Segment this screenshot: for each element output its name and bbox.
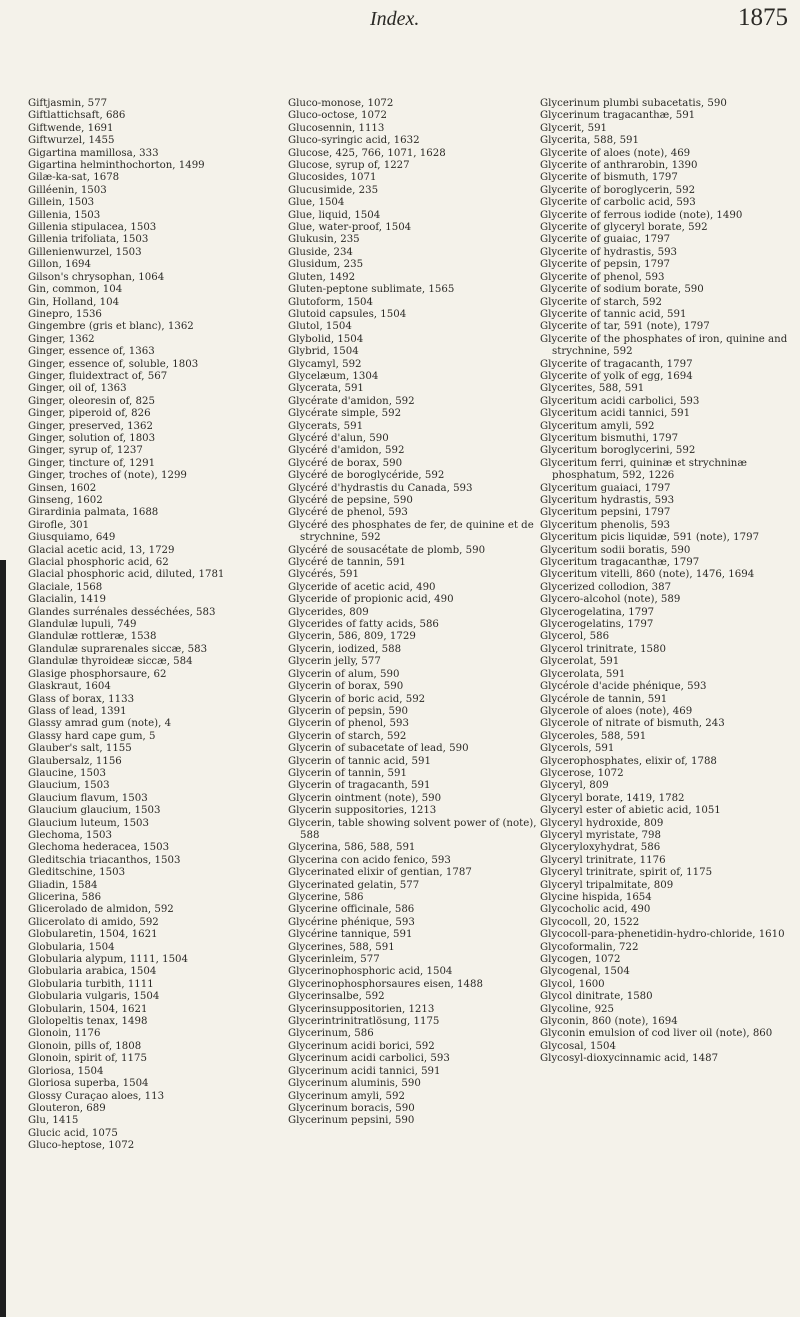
index-entry: Glicerolado de almidon, 592 bbox=[28, 904, 174, 916]
index-entry: Glycerite of glyceryl borate, 592 bbox=[540, 222, 708, 234]
index-entry: Glycerogelatins, 1797 bbox=[540, 619, 654, 631]
index-entry: Glucose, 425, 766, 1071, 1628 bbox=[288, 147, 446, 159]
index-entry: Glacial phosphoric acid, diluted, 1781 bbox=[28, 569, 225, 581]
index-entry: Glandulæ lupuli, 749 bbox=[28, 619, 137, 631]
index-entry: Glyceritum acidi tannici, 591 bbox=[540, 408, 691, 420]
index-entry: Glycerogelatina, 1797 bbox=[540, 606, 655, 618]
index-entry: Glycero-alcohol (note), 589 bbox=[540, 594, 681, 606]
index-column-3 bbox=[540, 98, 798, 1066]
index-entry: Glycerite of starch, 592 bbox=[540, 296, 662, 308]
index-entry: Ginger, piperoid of, 826 bbox=[28, 408, 151, 420]
index-entry: Ginger, syrup of, 1237 bbox=[28, 445, 143, 457]
index-entry: Glaciale, 1568 bbox=[28, 581, 103, 593]
index-entry: Glucusimide, 235 bbox=[288, 184, 379, 196]
index-entry: Glycerite of ferrous iodide (note), 1490 bbox=[540, 209, 743, 221]
index-entry: Globularia vulgaris, 1504 bbox=[28, 991, 160, 1003]
index-entry: Ginger, oleoresin of, 825 bbox=[28, 395, 155, 407]
index-entry: Gingembre (gris et blanc), 1362 bbox=[28, 321, 194, 333]
index-entry: Glutoform, 1504 bbox=[288, 296, 374, 308]
index-entry: Glucose, syrup of, 1227 bbox=[288, 160, 410, 172]
index-entry: Glycéré d'alun, 590 bbox=[288, 432, 389, 444]
index-entry: Giusquiamo, 649 bbox=[28, 532, 116, 544]
index-entry: Glycerite of boroglycerin, 592 bbox=[540, 184, 696, 196]
index-entry: Glu, 1415 bbox=[28, 1115, 79, 1127]
index-entry: Gloriosa, 1504 bbox=[28, 1065, 104, 1077]
index-entry: Glaucium flavum, 1503 bbox=[28, 792, 148, 804]
index-entry: Glycosyl-dioxycinnamic acid, 1487 bbox=[540, 1053, 719, 1065]
index-entry: Glyceritum pepsini, 1797 bbox=[540, 507, 671, 519]
index-entry: Glycerol trinitrate, 1580 bbox=[540, 643, 666, 655]
index-entry: Gigartina helminthochorton, 1499 bbox=[28, 160, 205, 172]
index-entry: Glyceryl trinitrate, spirit of, 1175 bbox=[540, 867, 713, 879]
index-entry: Glycerite of phenol, 593 bbox=[540, 271, 665, 283]
index-entry: Glycérole de tannin, 591 bbox=[540, 693, 668, 705]
index-entry: Glycerinum acidi borici, 592 bbox=[288, 1040, 435, 1052]
index-entry: Glycerit, 591 bbox=[540, 122, 608, 134]
index-entry: Gluco-syringic acid, 1632 bbox=[288, 135, 420, 147]
index-entry: Ginger, solution of, 1803 bbox=[28, 432, 156, 444]
index-entry: Glycerinum tragacanthæ, 591 bbox=[540, 110, 696, 122]
index-entry: Glycerin of alum, 590 bbox=[288, 668, 400, 680]
index-entry: Glyceroles, 588, 591 bbox=[540, 730, 647, 742]
index-entry: Glycerides of fatty acids, 586 bbox=[288, 619, 439, 631]
index-entry: Glycerata, 591 bbox=[288, 383, 364, 395]
index-entry: Gleditschine, 1503 bbox=[28, 867, 126, 879]
index-entry: Gigartina mamillosa, 333 bbox=[28, 147, 159, 159]
index-entry: Glycérés, 591 bbox=[288, 569, 359, 581]
index-entry: Glycerized collodion, 387 bbox=[540, 581, 672, 593]
index-entry: Gillon, 1694 bbox=[28, 259, 92, 271]
index-entry: Glandulæ thyroideæ siccæ, 584 bbox=[28, 656, 193, 668]
index-entry: Glyceritum vitelli, 860 (note), 1476, 1694 bbox=[540, 569, 755, 581]
index-entry: Globularetin, 1504, 1621 bbox=[28, 929, 158, 941]
index-entry: Glycerolat, 591 bbox=[540, 656, 620, 668]
index-entry: Gloriosa superba, 1504 bbox=[28, 1078, 149, 1090]
index-entry: Glycerite of yolk of egg, 1694 bbox=[540, 370, 693, 382]
index-entry: Glucosides, 1071 bbox=[288, 172, 377, 184]
index-column-2 bbox=[288, 98, 538, 1128]
index-entry: Glonoin, spirit of, 1175 bbox=[28, 1053, 147, 1065]
index-entry: Glandulæ suprarenales siccæ, 583 bbox=[28, 643, 208, 655]
index-entry: Glycamyl, 592 bbox=[288, 358, 362, 370]
index-entry: Glyceryl myristate, 798 bbox=[540, 829, 661, 841]
index-entry: Glycerin of phenol, 593 bbox=[288, 718, 409, 730]
index-entry: Glyceryl borate, 1419, 1782 bbox=[540, 792, 685, 804]
index-entry: Glycerinum plumbi subacetatis, 590 bbox=[540, 98, 727, 109]
index-entry: Glass of lead, 1391 bbox=[28, 705, 127, 717]
index-entry: Glycerin of borax, 590 bbox=[288, 681, 404, 693]
index-entry: Gluco-monose, 1072 bbox=[288, 98, 394, 109]
index-entry: Glycerole of aloes (note), 469 bbox=[540, 705, 693, 717]
index-entry: Glicerolato di amido, 592 bbox=[28, 916, 159, 928]
index-entry: Glycerite of hydrastis, 593 bbox=[540, 246, 678, 258]
index-entry: Gillenienwurzel, 1503 bbox=[28, 246, 142, 258]
index-entry: Glycerinated gelatin, 577 bbox=[288, 879, 420, 891]
index-entry: Glauber's salt, 1155 bbox=[28, 743, 132, 755]
index-entry: Ginger, oil of, 1363 bbox=[28, 383, 127, 395]
index-entry: Glolopeltis tenax, 1498 bbox=[28, 1016, 148, 1028]
index-entry: Globularia alypum, 1111, 1504 bbox=[28, 954, 189, 966]
index-entry: Glycérine phénique, 593 bbox=[288, 916, 415, 928]
index-entry: Glicerina, 586 bbox=[28, 892, 102, 903]
index-entry: Gin, common, 104 bbox=[28, 284, 123, 296]
index-entry: Glycerina, 586, 588, 591 bbox=[288, 842, 416, 854]
index-entry: Gleditschia triacanthos, 1503 bbox=[28, 854, 181, 866]
index-entry: Glyceritum hydrastis, 593 bbox=[540, 495, 675, 506]
index-entry: Gliadin, 1584 bbox=[28, 879, 98, 891]
index-entry: Glassy amrad gum (note), 4 bbox=[28, 718, 172, 730]
index-entry: Gillein, 1503 bbox=[28, 197, 95, 209]
index-entry: Glycerine, 586 bbox=[288, 892, 364, 903]
index-entry: Glycerats, 591 bbox=[288, 420, 364, 432]
index-entry: Glycerines, 588, 591 bbox=[288, 941, 395, 953]
index-entry: Glycéré de tannin, 591 bbox=[288, 557, 406, 569]
index-entry: Glycerinum, 586 bbox=[288, 1028, 374, 1040]
index-entry: Glycosal, 1504 bbox=[540, 1040, 616, 1052]
index-entry: Glycerinleim, 577 bbox=[288, 954, 380, 966]
page-number: 1875 bbox=[738, 4, 788, 31]
index-entry: Gluten-peptone sublimate, 1565 bbox=[288, 284, 455, 296]
index-entry: Glycol, 1600 bbox=[540, 978, 605, 990]
index-entry: Globularia turbith, 1111 bbox=[28, 978, 154, 990]
index-entry: Glycol dinitrate, 1580 bbox=[540, 991, 653, 1003]
index-entry: Glycerite of aloes (note), 469 bbox=[540, 147, 691, 159]
index-entry: Glaucium luteum, 1503 bbox=[28, 817, 150, 829]
index-entry: Glycine hispida, 1654 bbox=[540, 892, 652, 903]
index-entry: Glyceride of acetic acid, 490 bbox=[288, 581, 436, 593]
index-entry: Glycerin of tannic acid, 591 bbox=[288, 755, 431, 767]
index-entry: Glycerite of the phosphates of iron, quinine and strychnine, 592 bbox=[540, 333, 788, 358]
index-entry: Glycerol, 586 bbox=[540, 631, 610, 643]
index-entry: Glycerinum acidi tannici, 591 bbox=[288, 1065, 441, 1077]
index-entry: Glycerinum boracis, 590 bbox=[288, 1102, 415, 1114]
index-entry: Glycerole of nitrate of bismuth, 243 bbox=[540, 718, 725, 730]
index-entry: Gluco-heptose, 1072 bbox=[28, 1140, 135, 1152]
index-entry: Glycerin of tragacanth, 591 bbox=[288, 780, 431, 792]
index-entry: Glyceride of propionic acid, 490 bbox=[288, 594, 454, 606]
index-entry: Glandes surrénales desséchées, 583 bbox=[28, 606, 216, 618]
index-entry: Glyceritum sodii boratis, 590 bbox=[540, 544, 691, 556]
index-entry: Glycerin of tannin, 591 bbox=[288, 767, 407, 779]
index-entry: Ginger, preserved, 1362 bbox=[28, 420, 153, 432]
index-entry: Glue, 1504 bbox=[288, 197, 345, 209]
index-entry: Glycerinophosphoric acid, 1504 bbox=[288, 966, 453, 978]
index-entry: Glycerite of tar, 591 (note), 1797 bbox=[540, 321, 710, 333]
index-entry: Glycoformalin, 722 bbox=[540, 941, 639, 953]
index-entry: Ginger, fluidextract of, 567 bbox=[28, 370, 168, 382]
index-entry: Glechoma hederacea, 1503 bbox=[28, 842, 170, 854]
index-entry: Glouteron, 689 bbox=[28, 1102, 106, 1114]
index-entry: Glycerinsalbe, 592 bbox=[288, 991, 385, 1003]
index-entry: Glycérole d'acide phénique, 593 bbox=[540, 681, 707, 693]
index-entry: Glycerintrinitratlösung, 1175 bbox=[288, 1016, 440, 1028]
index-entry: Glycerols, 591 bbox=[540, 743, 615, 755]
index-entry: Glycéré de sousacétate de plomb, 590 bbox=[288, 544, 486, 556]
index-entry: Glycerin jelly, 577 bbox=[288, 656, 381, 668]
index-entry: Glycocoll, 20, 1522 bbox=[540, 916, 640, 928]
index-entry: Glycerita, 588, 591 bbox=[540, 135, 640, 147]
index-entry: Glycerin, table showing solvent power of (note), 588 bbox=[288, 817, 537, 841]
index-entry: Ginseng, 1602 bbox=[28, 495, 103, 506]
index-entry: Glycéré de boroglycéride, 592 bbox=[288, 470, 445, 482]
index-entry: Glycerinum pepsini, 590 bbox=[288, 1115, 415, 1127]
index-entry: Glycerin of pepsin, 590 bbox=[288, 705, 408, 717]
index-entry: Glycerite of tragacanth, 1797 bbox=[540, 358, 693, 370]
index-entry: Glycerite of bismuth, 1797 bbox=[540, 172, 678, 184]
index-entry: Giftjasmin, 577 bbox=[28, 98, 108, 109]
index-entry: Glycoline, 925 bbox=[540, 1003, 615, 1015]
index-entry: Glycogen, 1072 bbox=[540, 954, 621, 966]
page-header-title: Index. bbox=[370, 8, 420, 30]
index-entry: Glycerides, 809 bbox=[288, 606, 369, 618]
index-entry: Glyceryl, 809 bbox=[540, 780, 609, 792]
index-entry: Girardinia palmata, 1688 bbox=[28, 507, 159, 519]
index-entry: Glycerinated elixir of gentian, 1787 bbox=[288, 867, 472, 879]
index-entry: Glycéré d'hydrastis du Canada, 593 bbox=[288, 482, 473, 494]
index-entry: Glyceritum phenolis, 593 bbox=[540, 519, 671, 531]
index-entry: Glycerinum aluminis, 590 bbox=[288, 1078, 421, 1090]
index-column-1 bbox=[28, 98, 273, 1153]
index-entry: Glycerin of subacetate of lead, 590 bbox=[288, 743, 469, 755]
index-entry: Globularia, 1504 bbox=[28, 941, 115, 953]
index-entry: Glycerite of anthrarobin, 1390 bbox=[540, 160, 698, 172]
index-entry: Glonoin, 1176 bbox=[28, 1028, 101, 1040]
index-entry: Globularin, 1504, 1621 bbox=[28, 1003, 148, 1015]
index-entry: Glutol, 1504 bbox=[288, 321, 352, 333]
index-entry: Glassy hard cape gum, 5 bbox=[28, 730, 156, 742]
index-entry: Ginger, 1362 bbox=[28, 333, 95, 345]
index-entry: Glass of borax, 1133 bbox=[28, 693, 135, 705]
index-entry: Glycerite of sodium borate, 590 bbox=[540, 284, 704, 296]
index-entry: Glycerin suppositories, 1213 bbox=[288, 805, 437, 817]
index-entry: Glycerite of tannic acid, 591 bbox=[540, 308, 687, 320]
index-entry: Glyceritum ferri, quininæ et strychninæ phosphatum, 592, 1226 bbox=[540, 457, 747, 482]
index-entry: Glycerite of pepsin, 1797 bbox=[540, 259, 671, 271]
index-entry: Glyceritum boroglycerini, 592 bbox=[540, 445, 696, 457]
index-entry: Glonoin, pills of, 1808 bbox=[28, 1040, 142, 1052]
index-entry: Glaucine, 1503 bbox=[28, 767, 106, 779]
index-entry: Glycerose, 1072 bbox=[540, 767, 624, 779]
index-entry: Glyconin emulsion of cod liver oil (note), 860 bbox=[540, 1028, 773, 1040]
index-entry: Glaubersalz, 1156 bbox=[28, 755, 122, 767]
index-entry: Glycerin ointment (note), 590 bbox=[288, 792, 442, 804]
index-entry: Glyceryl trinitrate, 1176 bbox=[540, 854, 666, 866]
index-entry: Ginger, troches of (note), 1299 bbox=[28, 470, 187, 482]
index-entry: Gilson's chrysophan, 1064 bbox=[28, 271, 165, 283]
index-entry: Glusidum, 235 bbox=[288, 259, 364, 271]
index-entry: Glycérate simple, 592 bbox=[288, 408, 402, 420]
index-entry: Glukusin, 235 bbox=[288, 234, 360, 246]
index-entry: Gluside, 234 bbox=[288, 246, 353, 258]
margin-bar bbox=[0, 560, 6, 1317]
index-entry: Glycéré de pepsine, 590 bbox=[288, 495, 413, 506]
index-entry: Glossy Curaçao aloes, 113 bbox=[28, 1090, 165, 1102]
index-entry: Giftwurzel, 1455 bbox=[28, 135, 115, 147]
index-entry: Glasige phosphorsaure, 62 bbox=[28, 668, 167, 680]
index-entry: Glycéré de phenol, 593 bbox=[288, 507, 408, 519]
index-entry: Gluten, 1492 bbox=[288, 271, 356, 283]
index-entry: Glycerin of starch, 592 bbox=[288, 730, 407, 742]
index-entry: Glyceryl tripalmitate, 809 bbox=[540, 879, 674, 891]
index-entry: Giftwende, 1691 bbox=[28, 122, 114, 134]
index-entry: Glycerin, 586, 809, 1729 bbox=[288, 631, 416, 643]
index-entry: Glue, liquid, 1504 bbox=[288, 209, 381, 221]
index-entry: Glaucium glaucium, 1503 bbox=[28, 805, 161, 817]
index-entry: Glycerinophosphorsaures eisen, 1488 bbox=[288, 978, 483, 990]
index-entry: Glycerolata, 591 bbox=[540, 668, 626, 680]
index-entry: Glyceritum picis liquidæ, 591 (note), 1797 bbox=[540, 532, 760, 544]
index-entry: Glyceritum guaiaci, 1797 bbox=[540, 482, 671, 494]
index-entry: Globularia arabica, 1504 bbox=[28, 966, 157, 978]
index-entry: Gillenia, 1503 bbox=[28, 209, 101, 221]
index-entry: Glandulæ rottleræ, 1538 bbox=[28, 631, 157, 643]
index-entry: Glycerite of guaiac, 1797 bbox=[540, 234, 671, 246]
index-entry: Girofle, 301 bbox=[28, 519, 90, 531]
index-entry: Glybrid, 1504 bbox=[288, 346, 359, 358]
index-entry: Glycérate d'amidon, 592 bbox=[288, 395, 415, 407]
index-entry: Glycerinum amyli, 592 bbox=[288, 1090, 405, 1102]
index-entry: Glue, water-proof, 1504 bbox=[288, 222, 412, 234]
index-entry: Gillenia stipulacea, 1503 bbox=[28, 222, 157, 234]
index-entry: Glucosennin, 1113 bbox=[288, 122, 385, 134]
index-entry: Glycerophosphates, elixir of, 1788 bbox=[540, 755, 717, 767]
index-entry: Glacialin, 1419 bbox=[28, 594, 106, 606]
index-entry: Glyconin, 860 (note), 1694 bbox=[540, 1016, 678, 1028]
index-entry: Glycéré de borax, 590 bbox=[288, 457, 403, 469]
index-entry: Ginger, tincture of, 1291 bbox=[28, 457, 156, 469]
index-entry: Glyceryl hydroxide, 809 bbox=[540, 817, 664, 829]
index-entry: Glycéré des phosphates de fer, de quinine et de strychnine, 592 bbox=[288, 519, 534, 544]
index-entry: Glycocoll-para-phenetidin-hydro-chloride, 1610 bbox=[540, 929, 785, 941]
index-entry: Glycérine tannique, 591 bbox=[288, 929, 413, 941]
index-entry: Gilæ-ka-sat, 1678 bbox=[28, 172, 120, 184]
index-entry: Ginger, essence of, soluble, 1803 bbox=[28, 358, 199, 370]
index-entry: Ginger, essence of, 1363 bbox=[28, 346, 155, 358]
index-entry: Glyceryloxyhydrat, 586 bbox=[540, 842, 661, 854]
index-entry: Ginepro, 1536 bbox=[28, 308, 102, 320]
index-entry: Glycerin of boric acid, 592 bbox=[288, 693, 426, 705]
index-entry: Glechoma, 1503 bbox=[28, 829, 112, 841]
index-entry: Glycerine officinale, 586 bbox=[288, 904, 415, 916]
index-entry: Glycocholic acid, 490 bbox=[540, 904, 651, 916]
index-entry: Gin, Holland, 104 bbox=[28, 296, 120, 308]
index-entry: Glutoid capsules, 1504 bbox=[288, 308, 407, 320]
index-entry: Glyceritum bismuthi, 1797 bbox=[540, 432, 679, 444]
index-entry: Glycerites, 588, 591 bbox=[540, 383, 645, 395]
index-entry: Glyceritum acidi carbolici, 593 bbox=[540, 395, 700, 407]
index-entry: Glacial acetic acid, 13, 1729 bbox=[28, 544, 175, 556]
index-entry: Glycogenal, 1504 bbox=[540, 966, 630, 978]
index-entry: Ginsen, 1602 bbox=[28, 482, 97, 494]
index-entry: Glyceritum amyli, 592 bbox=[540, 420, 655, 432]
index-entry: Glybolid, 1504 bbox=[288, 333, 364, 345]
index-entry: Glycerite of carbolic acid, 593 bbox=[540, 197, 696, 209]
index-entry: Glyceritum tragacanthæ, 1797 bbox=[540, 557, 700, 569]
index-entry: Glycerina con acido fenico, 593 bbox=[288, 854, 451, 866]
index-entry: Gillenia trifoliata, 1503 bbox=[28, 234, 149, 246]
index-entry: Giftlattichsaft, 686 bbox=[28, 110, 126, 122]
index-entry: Glaskraut, 1604 bbox=[28, 681, 111, 693]
index-entry: Glycelæum, 1304 bbox=[288, 370, 379, 382]
index-entry: Glyceryl ester of abietic acid, 1051 bbox=[540, 805, 721, 817]
index-entry: Glycéré d'amidon, 592 bbox=[288, 445, 405, 457]
index-entry: Glacial phosphoric acid, 62 bbox=[28, 557, 169, 569]
index-entry: Glucic acid, 1075 bbox=[28, 1127, 118, 1139]
index-entry: Glaucium, 1503 bbox=[28, 780, 110, 792]
index-entry: Gluco-octose, 1072 bbox=[288, 110, 387, 122]
index-entry: Gilléenin, 1503 bbox=[28, 184, 107, 196]
index-entry: Glycerinum acidi carbolici, 593 bbox=[288, 1053, 450, 1065]
index-entry: Glycerinsuppositorien, 1213 bbox=[288, 1003, 435, 1015]
index-entry: Glycerin, iodized, 588 bbox=[288, 643, 402, 655]
